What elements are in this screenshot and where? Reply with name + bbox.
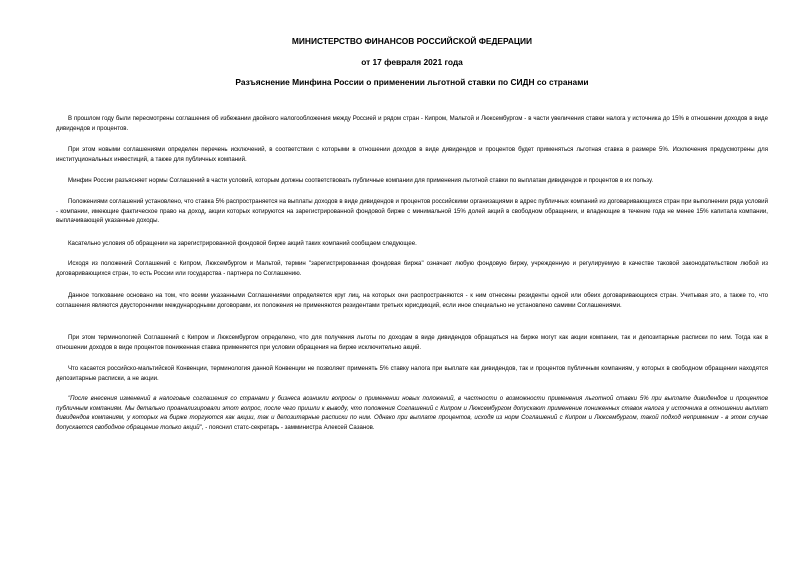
paragraph-3: Минфин России разъясняет нормы Соглашений в части условий, которым должны соответствовать публичные компании для применения льготной ставки по выплатам дивидендов и процентов в их пользу. <box>68 177 654 184</box>
paragraph-4: Положениями соглашений установлено, что ставка 5% распространяется на выплаты доходов в виде дивидендов и процентов российскими организациями в адрес публичных компаний из договаривающихся стран при выполнении ряда условий - компании, имеющие фактическое право на доход, акции которых котируются на зарегистрированной фондовой бирже с минимальной 15% долей акций в свободном обращении, и владеющие в течение года не менее 15% капитала компании, выплачивающей указанные доходы. <box>56 198 768 225</box>
paragraph-7: Данное толкование основано на том, что всеми указанными Соглашениями определяется круг лиц, на которых они распространяются - к ним отнесены резиденты одной или обеих договаривающихся стран. Учитывая это, а также то, что соглашения являются двусторонними международными договорами, их положения не применяются резидентами третьих юрисдикций, если иное специально не установлено самими Соглашениями. <box>56 292 768 309</box>
paragraph-6: Исходя из положений Соглашений с Кипром, Люксембургом и Мальтой, термин "зарегистрированная фондовая биржа" означает любую фондовую биржу, учрежденную и регулируемую в качестве таковой законодательством любой из договаривающихся стран, то есть России или государства - партнера по Соглашению. <box>56 260 768 277</box>
document-date: от 17 февраля 2021 года <box>361 57 463 67</box>
paragraph-9: Что касается российско-мальтийской Конвенции, терминология данной Конвенции не позволяет применять 5% ставку налога при выплате как дивидендов, так и процентов публичным компаниям, у которых в свободном обращении находятся депозитарные расписки, а не акции. <box>56 365 768 382</box>
ministry-heading: МИНИСТЕРСТВО ФИНАНСОВ РОССИЙСКОЙ ФЕДЕРАЦИИ <box>291 36 533 46</box>
paragraph-quote <box>56 394 768 432</box>
quote-attribution: , - пояснил статс-секретарь - замминистра Алексей Сазанов. <box>201 423 375 431</box>
quote-text: "После внесения изменений в налоговые соглашения со странами у бизнеса возникли вопросы о применении новых положений, в частности о возможности применения льготной ставки 5% при выплате дивидендов и процентов публичным компаниям. Мы детально проанализировали этот вопрос, после чего пришли к выводу, что положения Соглашений с Кипром и Люксембургом допускают применение пониженных ставок налога у источника в отношении выплат дивидендов компаниям, у которых на бирже торгуются как акции, так и депозитарные расписки по ним. Однако при выплате процентов, исходя из норм Соглашений с Кипром и Люксембургом, такой подход неприменим - в этом случае допускается свободное обращение только акций" <box>56 395 768 431</box>
paragraph-8: При этом терминологией Соглашений с Кипром и Люксембургом определено, что для получения льготы по доходам в виде дивидендов обращаться на бирже могут как акции компании, так и депозитарные расписки по ним. Тогда как в отношении доходов в виде процентов пониженная ставка применяется при условии обращения на бирже исключительно акций. <box>56 334 768 351</box>
paragraph-5: Касательно условия об обращении на зарегистрированной фондовой бирже акций таких компаний сообщаем следующее. <box>68 240 417 247</box>
document-title: Разъяснение Минфина России о применении льготной ставки по СИДН со странами <box>235 77 589 87</box>
paragraph-2: При этом новыми соглашениями определен перечень исключений, в соответствии с которыми в отношении доходов в виде дивидендов и процентов будет применяться льготная ставка в размере 5%. Исключения предусмотрены для институциональных инвестиций, а также для публичных компаний. <box>56 146 768 163</box>
paragraph-1: В прошлом году были пересмотрены соглашения об избежании двойного налогообложения между Россией и рядом стран - Кипром, Мальтой и Люксембургом - в части увеличения ставки налога у источника до 15% в отношении доходов в виде дивидендов и процентов. <box>56 115 768 132</box>
